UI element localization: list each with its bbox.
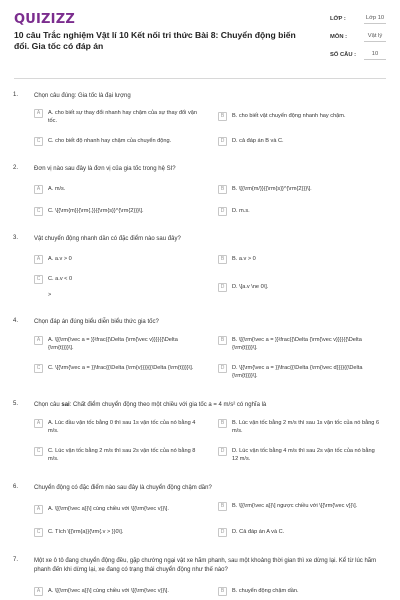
option-text: B. cho biết vật chuyển động nhanh hay chậm. xyxy=(232,113,346,119)
option-letter: B xyxy=(218,419,227,428)
info-value: Vật lý xyxy=(364,33,386,42)
option-text: C. a.v < 0 xyxy=(48,276,73,282)
option-letter: B xyxy=(218,185,227,194)
option-text: A. a.v > 0 xyxy=(48,256,72,262)
option-text: A. \[{\rm{\vec a = }}\frac{{\Delta {\rm{\vec v}}}}{{\Delta {\rm{t}}}}\]. xyxy=(48,337,178,351)
option-letter: C xyxy=(34,137,43,146)
page-title: 10 câu Trắc nghiệm Vật lí 10 Kết nối tri thức Bài 8: Chuyển động biến đổi. Gia tốc có đáp án xyxy=(14,30,296,51)
question-number: 4. xyxy=(13,318,19,324)
option-text: D. cả đáp án B và C. xyxy=(232,138,284,144)
question-text-suffix: : Chất điểm chuyển động theo một chiều với gia tốc a = 4 m/s² có nghĩa là xyxy=(69,402,267,408)
info-panel xyxy=(330,14,390,68)
info-row-subject xyxy=(330,32,390,50)
option-letter: B xyxy=(218,502,227,511)
option-letter: A xyxy=(34,587,43,596)
stray-symbol: > xyxy=(48,292,52,298)
option-letter: C xyxy=(34,364,43,373)
option-letter: A xyxy=(34,109,43,118)
option-letter: A xyxy=(34,336,43,345)
option-letter: A xyxy=(34,505,43,514)
question-number: 7. xyxy=(13,557,19,563)
question-text: Chọn câu đúng: Gia tốc là đại lượng xyxy=(34,93,131,99)
option-text: C. \[{\rm{m}}{\rm{.}}{{\rm{s}}^{\rm{2}}}\]. xyxy=(48,208,144,214)
page-header xyxy=(0,0,400,74)
question-text: Một xe ô tô đang chuyển động đều, gặp chướng ngại vật xe hãm phanh, sau một khoảng thời gian thì xe dừng lại. Kể từ lúc hãm phanh đến khi dừng lại, xe đang có trạng thái chuyển động như thế nào? xyxy=(34,558,377,573)
option-letter: B xyxy=(218,587,227,596)
option-letter: D xyxy=(218,447,227,456)
option-letter: B xyxy=(218,255,227,264)
question-text: Vật chuyển động nhanh dần có đặc điểm nào sau đây? xyxy=(34,236,181,242)
question-text: Chuyển động có đặc điểm nào sau đây là chuyển động chậm dần? xyxy=(34,485,212,491)
option-letter: D xyxy=(218,137,227,146)
option-text: D. \[a.v \ne 0\]. xyxy=(232,284,269,290)
option-letter: C xyxy=(34,275,43,284)
option-text: D. m.s. xyxy=(232,208,250,214)
option-text: B. Lúc vận tốc bằng 2 m/s thì sau 1s vận tốc của nó bằng 6 m/s. xyxy=(232,420,380,434)
option-text: C. Tích \[{\rm{a}}{\rm{.v > }}0\]. xyxy=(48,529,124,535)
option-letter: D xyxy=(218,364,227,373)
question-number: 6. xyxy=(13,484,19,490)
option-letter: A xyxy=(34,185,43,194)
option-text: A. Lúc đầu vận tốc bằng 0 thì sau 1s vận tốc của nó bằng 4 m/s. xyxy=(48,420,196,434)
option-text: B. \[{\rm{\vec a}}\] ngược chiều với \[{\rm{\vec v}}\]. xyxy=(232,503,358,509)
option-text: C. cho biết độ nhanh hay chậm của chuyển động. xyxy=(48,138,172,144)
question-number: 3. xyxy=(13,235,19,241)
question-number: 2. xyxy=(13,165,19,171)
option-letter: D xyxy=(218,283,227,292)
info-label: SỐ CÂU : xyxy=(330,52,357,58)
option-letter: A xyxy=(34,419,43,428)
option-text: B. a.v > 0 xyxy=(232,256,256,262)
question-number: 5. xyxy=(13,401,19,407)
option-letter: C xyxy=(34,447,43,456)
option-text: C. Lúc vận tốc bằng 2 m/s thì sau 2s vận tốc của nó bằng 8 m/s. xyxy=(48,448,196,462)
info-label: LỚP : xyxy=(330,16,346,22)
option-letter: C xyxy=(34,207,43,216)
info-label: MÔN : xyxy=(330,34,348,40)
info-row-grade xyxy=(330,14,390,32)
option-text: A. m/s. xyxy=(48,186,66,192)
question-text-emphasis: sai xyxy=(61,402,70,408)
question-text: Chọn đáp án đúng biểu diễn biểu thức gia tốc? xyxy=(34,319,159,325)
info-value: 10 xyxy=(364,51,386,60)
option-text: D. Lúc vận tốc bằng 4 m/s thì sau 2s vận tốc của nó bằng 12 m/s. xyxy=(232,448,375,462)
info-row-count xyxy=(330,50,390,68)
quizizz-logo: QUIZIZZ xyxy=(14,12,75,27)
question-number: 1. xyxy=(13,92,19,98)
info-value: Lớp 10 xyxy=(364,15,386,24)
option-letter: B xyxy=(218,112,227,121)
option-letter: A xyxy=(34,255,43,264)
option-letter: C xyxy=(34,528,43,537)
option-text: B. \[{\rm{\vec a = }}\frac{{\Delta {\rm{\vec v}}}}{{\Delta {\rm{t}}}}\]. xyxy=(232,337,362,351)
option-text: D. \[{\rm{\vec a = }}\frac{{\Delta {\rm{\vec d}}}}{{\Delta {\rm{t}}}}\]. xyxy=(232,365,363,379)
option-text: C. \[{\rm{\vec a = }}\frac{{\Delta {\rm{v}}}}{{\Delta {\rm{t}}}}\]. xyxy=(48,365,194,371)
option-text: A. \[{\rm{\vec a}}\] cùng chiều với \[{\rm{\vec v}}\]. xyxy=(48,588,169,594)
header-divider xyxy=(14,78,386,79)
option-text: B. chuyển động chậm dần. xyxy=(232,588,299,594)
option-text: A. cho biết sự thay đổi nhanh hay chậm của sự thay đổi vận tốc. xyxy=(48,110,197,124)
question-text: Đơn vị nào sau đây là đơn vị của gia tốc trong hệ SI? xyxy=(34,166,176,172)
question-text-prefix: Chọn câu xyxy=(34,402,62,408)
option-text: B. \[{\rm{m/}}{{\rm{s}}^{\rm{2}}}\]. xyxy=(232,186,312,192)
question-text xyxy=(34,401,380,410)
option-text: D. Cả đáp án A và C. xyxy=(232,529,285,535)
option-letter: D xyxy=(218,207,227,216)
option-text: A. \[{\rm{\vec a}}\] cùng chiều với \[{\rm{\vec v}}\]. xyxy=(48,506,169,512)
option-letter: B xyxy=(218,336,227,345)
option-letter: D xyxy=(218,528,227,537)
